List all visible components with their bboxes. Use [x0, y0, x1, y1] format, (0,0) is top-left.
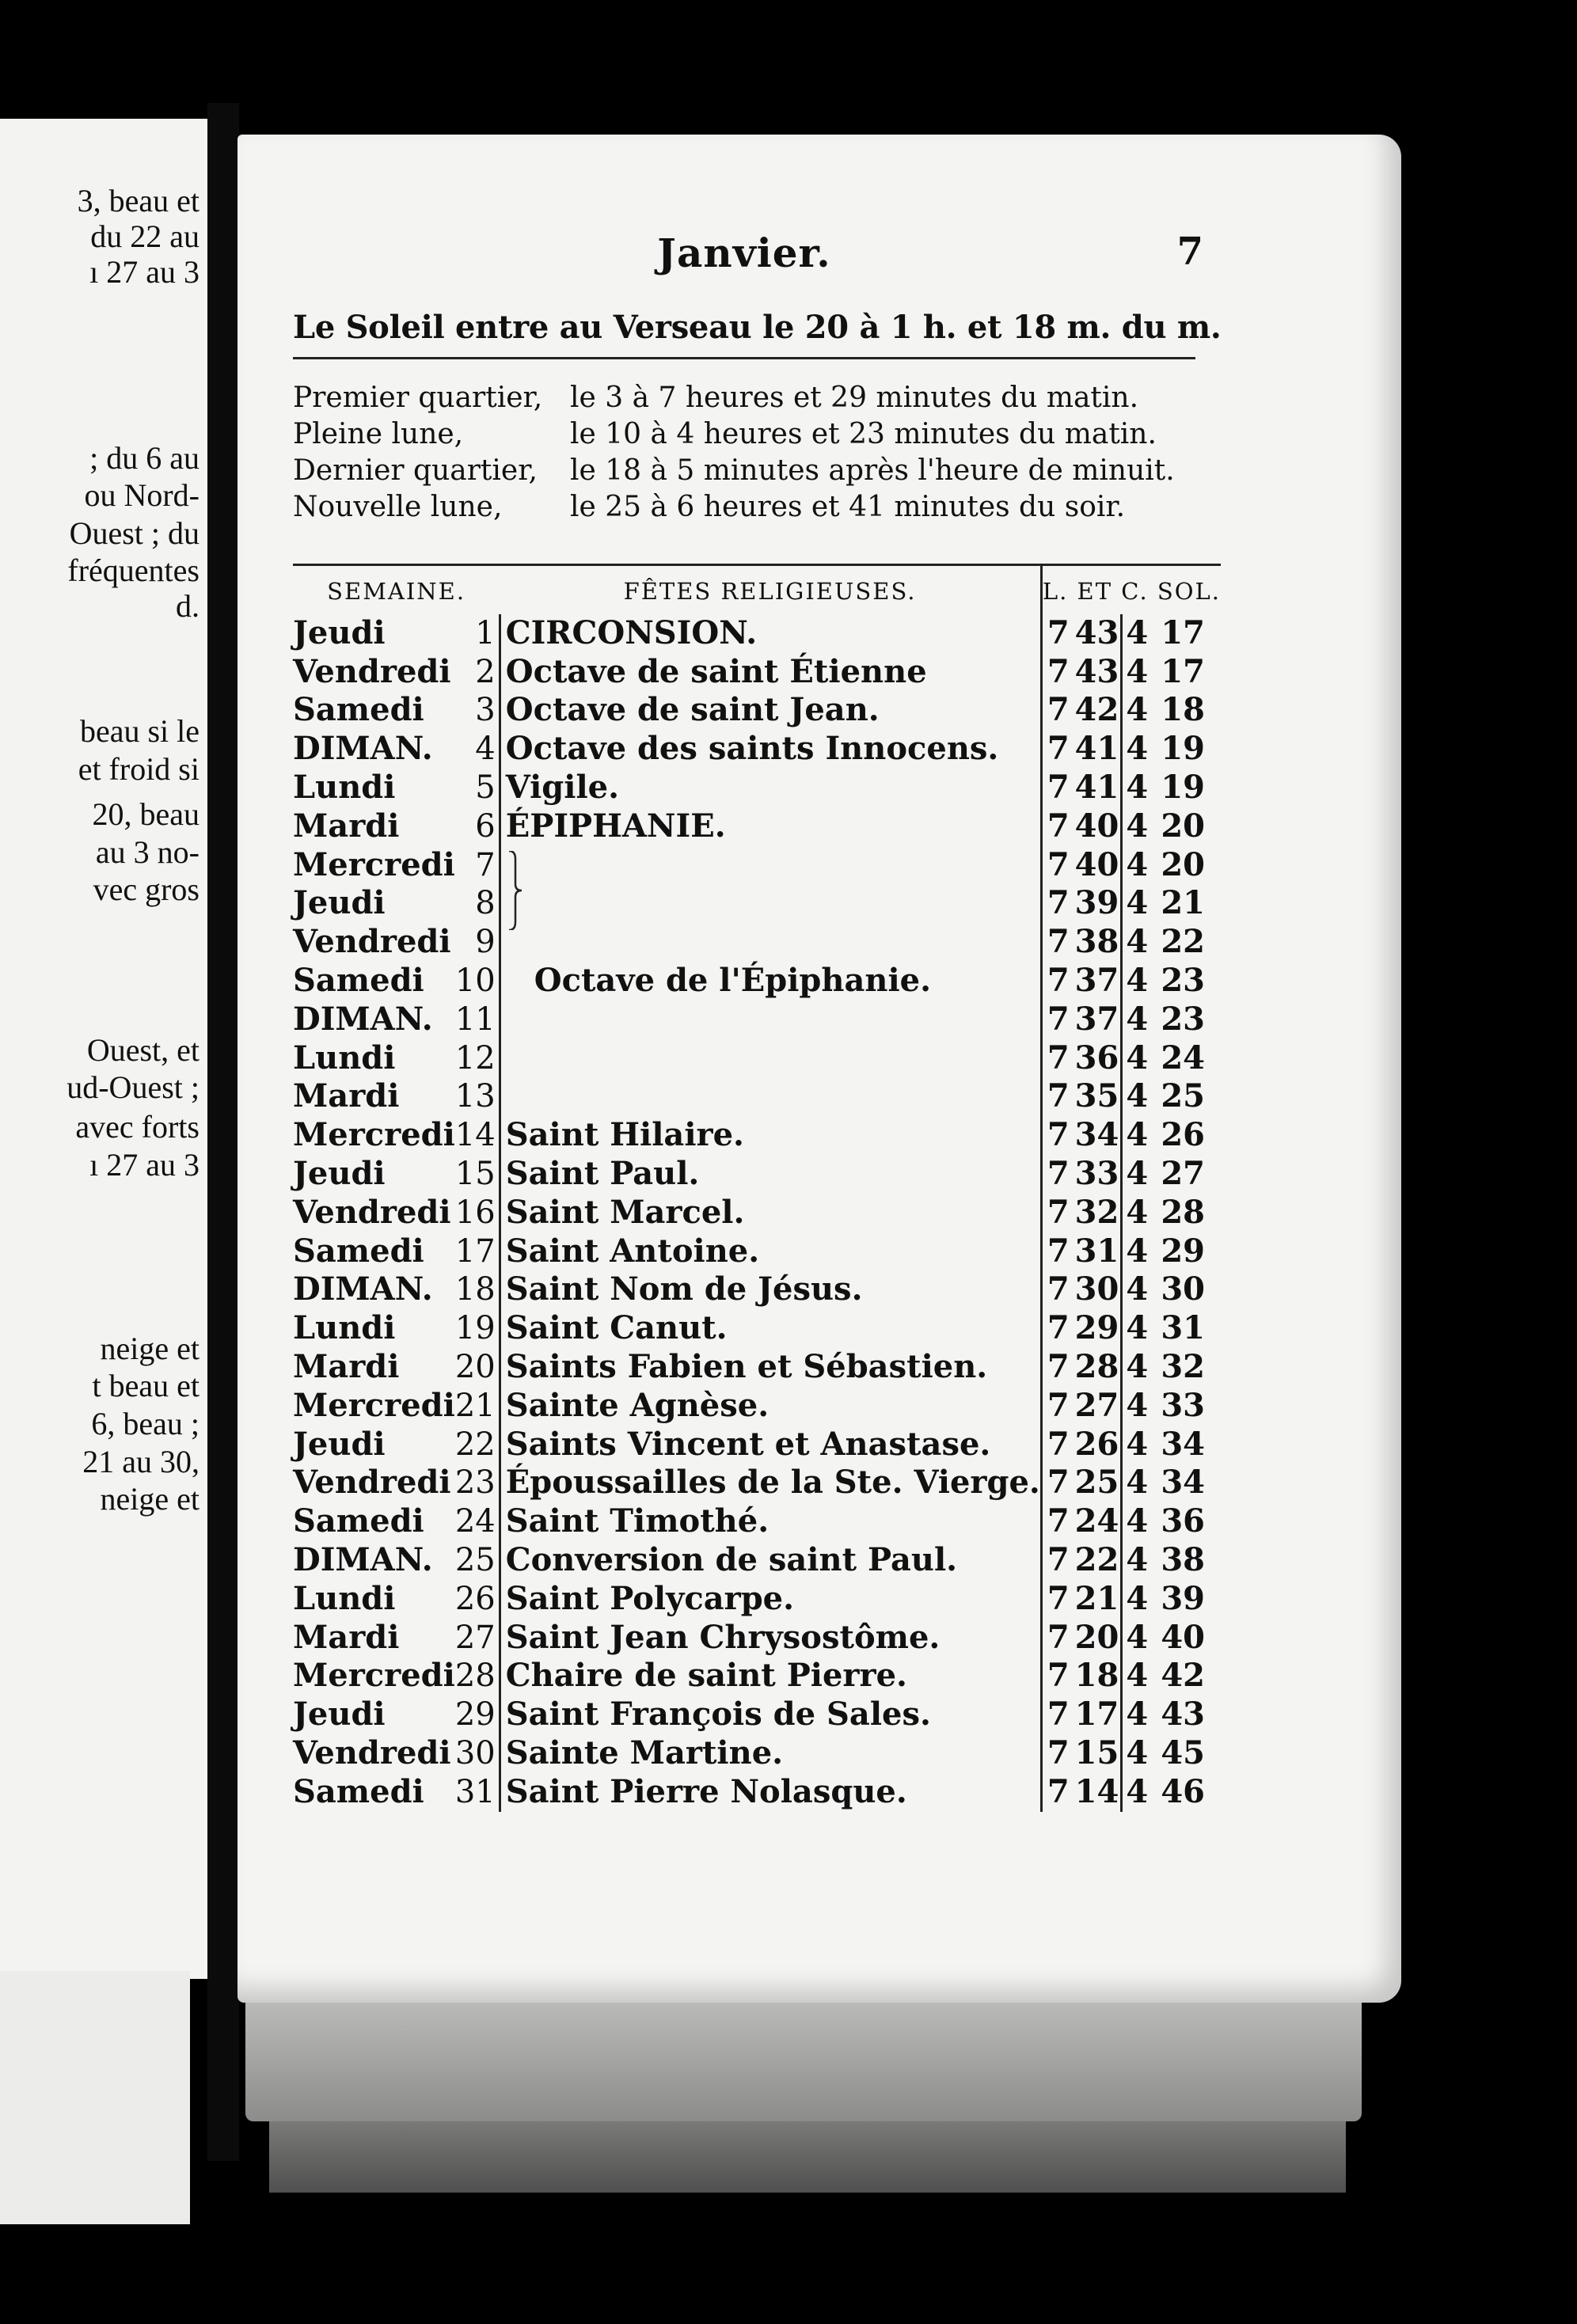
sunrise-hour-cell: 7	[1047, 1696, 1070, 1734]
date-cell: 30	[455, 1734, 500, 1773]
sunrise-minute-cell: 34	[1071, 1116, 1122, 1155]
weekday-cell: Jeudi	[293, 884, 386, 922]
sunrise-minute-cell: 14	[1071, 1773, 1122, 1812]
sunset-minute-cell: 26	[1161, 1116, 1205, 1154]
table-row	[293, 1116, 1221, 1155]
weekday-cell: Mercredi	[293, 1657, 455, 1695]
date-cell: 10	[455, 962, 500, 1001]
sunrise-hour-cell: 7	[1047, 1734, 1070, 1771]
left-page-text-fragment: Ouest ; du	[69, 515, 200, 551]
sunrise-hour-cell: 7	[1047, 1193, 1070, 1231]
sunset-hour-cell: 4	[1126, 807, 1149, 845]
sunset-minute-cell: 43	[1161, 1696, 1205, 1734]
sunrise-hour-cell: 7	[1047, 1154, 1070, 1192]
weekday-cell: Vendredi	[293, 1464, 451, 1502]
sunrise-minute-cell: 36	[1071, 1039, 1122, 1078]
weekday-cell: Mercredi	[293, 1116, 455, 1154]
sunrise-minute-cell: 17	[1071, 1696, 1122, 1734]
sunset-minute-cell: 27	[1161, 1154, 1205, 1192]
sunset-minute-cell: 39	[1161, 1579, 1205, 1617]
table-row	[293, 1232, 1221, 1271]
feast-cell: Octave de saint Étienne	[500, 653, 1041, 692]
weekday-cell: Samedi	[293, 691, 424, 729]
sunset-hour-cell: 4	[1126, 1000, 1149, 1038]
weekday-cell: Samedi	[293, 1502, 424, 1540]
weekday-cell: Mardi	[293, 1347, 400, 1385]
sunrise-hour-cell: 7	[1047, 961, 1070, 999]
table-row	[293, 1541, 1221, 1580]
sunset-hour-cell: 4	[1126, 1232, 1149, 1270]
feast-cell: Saint Jean Chrysostôme.	[500, 1619, 1041, 1658]
feast-cell: Sainte Martine.	[500, 1734, 1041, 1773]
sunset-hour-cell: 4	[1126, 1696, 1149, 1734]
table-row	[293, 1426, 1221, 1464]
sunset-hour-cell: 4	[1126, 613, 1149, 651]
sunset-hour-cell: 4	[1126, 1309, 1149, 1347]
table-row	[293, 1619, 1221, 1658]
sunset-minute-cell: 40	[1161, 1618, 1205, 1656]
left-page-text-fragment: ı 27 au 3	[89, 1147, 200, 1183]
sunrise-hour-cell: 7	[1047, 845, 1070, 883]
weekday-cell: Samedi	[293, 1772, 424, 1810]
sunrise-minute-cell: 18	[1071, 1657, 1122, 1696]
sunrise-minute-cell: 15	[1071, 1734, 1122, 1773]
feast-cell: Vigile.	[500, 769, 1041, 807]
sunrise-minute-cell: 43	[1071, 653, 1122, 692]
calendar-table	[293, 564, 1221, 1812]
date-cell: 26	[455, 1580, 500, 1619]
sunset-minute-cell: 36	[1161, 1502, 1205, 1540]
sunrise-hour-cell: 7	[1047, 1347, 1070, 1385]
header-soleil: L. ET C. SOL.	[1041, 565, 1221, 614]
date-cell: 27	[455, 1619, 500, 1658]
left-page-text-fragment: du 22 au	[90, 218, 200, 254]
moon-phase-name: Premier quartier,	[293, 382, 543, 414]
sunset-minute-cell: 38	[1161, 1540, 1205, 1578]
sunset-minute-cell: 18	[1161, 691, 1205, 729]
sunset-hour-cell: 4	[1126, 1657, 1149, 1695]
table-row	[293, 1348, 1221, 1387]
sunrise-minute-cell: 20	[1071, 1619, 1122, 1658]
sunrise-minute-cell: 37	[1071, 1001, 1122, 1039]
left-page-text-fragment: Ouest, et	[86, 1032, 200, 1068]
left-page-text-fragment: 3, beau et	[77, 183, 200, 218]
date-cell: 9	[455, 923, 500, 962]
date-cell: 4	[455, 730, 500, 769]
sunrise-minute-cell: 42	[1071, 691, 1122, 730]
sunrise-minute-cell: 35	[1071, 1077, 1122, 1116]
left-page-text-fragment: neige et	[100, 1331, 200, 1366]
sunset-hour-cell: 4	[1126, 923, 1149, 961]
moon-phase-row	[293, 489, 1195, 526]
sunrise-hour-cell: 7	[1047, 1309, 1070, 1347]
octave-brace-cell	[500, 846, 1041, 1117]
sunrise-minute-cell: 26	[1071, 1426, 1122, 1464]
feast-cell: Saint Paul.	[500, 1155, 1041, 1194]
sunset-hour-cell: 4	[1126, 1193, 1149, 1231]
table-row	[293, 1696, 1221, 1734]
sunrise-hour-cell: 7	[1047, 923, 1070, 961]
table-row	[293, 807, 1221, 846]
sunrise-hour-cell: 7	[1047, 1039, 1070, 1077]
weekday-cell: Lundi	[293, 768, 396, 806]
date-cell: 7	[455, 846, 500, 885]
date-cell: 24	[455, 1502, 500, 1541]
sunset-hour-cell: 4	[1126, 730, 1149, 768]
feast-cell: Saints Vincent et Anastase.	[500, 1426, 1041, 1464]
table-row	[293, 1580, 1221, 1619]
moon-phase-detail: le 18 à 5 minutes après l'heure de minuit.	[570, 454, 1175, 487]
sunrise-minute-cell: 30	[1071, 1270, 1122, 1309]
sunset-hour-cell: 4	[1126, 1039, 1149, 1077]
octave-label: Octave de l'Épiphanie.	[534, 961, 932, 999]
left-page-bottom-strip	[0, 1971, 190, 2224]
sunrise-minute-cell: 40	[1071, 846, 1122, 885]
feast-cell: Chaire de saint Pierre.	[500, 1657, 1041, 1696]
page-number: 7	[1176, 230, 1203, 274]
left-page-text-fragment: vec gros	[93, 872, 200, 907]
sunset-hour-cell: 4	[1126, 691, 1149, 729]
sunrise-minute-cell: 41	[1071, 730, 1122, 769]
table-row	[293, 653, 1221, 692]
moon-phase-row	[293, 453, 1195, 489]
weekday-cell: Samedi	[293, 961, 424, 999]
sunrise-hour-cell: 7	[1047, 1270, 1070, 1308]
weekday-cell: Jeudi	[293, 1696, 386, 1734]
weekday-cell: Vendredi	[293, 1193, 451, 1231]
page-content	[293, 230, 1222, 1812]
sunrise-hour-cell: 7	[1047, 1116, 1070, 1154]
left-page-text-fragment: 21 au 30,	[82, 1444, 200, 1479]
left-page-text-fragment: ı 27 au 3	[89, 254, 200, 290]
sunrise-minute-cell: 28	[1071, 1348, 1122, 1387]
feast-cell: Époussailles de la Ste. Vierge.	[500, 1464, 1041, 1502]
sunset-hour-cell: 4	[1126, 1579, 1149, 1617]
date-cell: 28	[455, 1657, 500, 1696]
sunrise-hour-cell: 7	[1047, 1386, 1070, 1424]
moon-phase-detail: le 25 à 6 heures et 41 minutes du soir.	[570, 491, 1126, 523]
sunrise-hour-cell: 7	[1047, 807, 1070, 845]
sunrise-minute-cell: 38	[1071, 923, 1122, 962]
table-row	[293, 730, 1221, 769]
feast-cell: Saint Marcel.	[500, 1194, 1041, 1232]
sunset-minute-cell: 19	[1161, 768, 1205, 806]
moon-phase-row	[293, 380, 1195, 416]
moon-phase-name: Dernier quartier,	[293, 454, 538, 487]
feast-cell: Octave de saint Jean.	[500, 691, 1041, 730]
left-page-text-fragment: t beau et	[92, 1368, 200, 1403]
date-cell: 25	[455, 1541, 500, 1580]
sunrise-hour-cell: 7	[1047, 652, 1070, 690]
sunrise-minute-cell: 41	[1071, 769, 1122, 807]
weekday-cell: Vendredi	[293, 1734, 451, 1771]
sunset-hour-cell: 4	[1126, 1464, 1149, 1502]
date-cell: 5	[455, 769, 500, 807]
left-page-text-fragment: ou Nord-	[84, 477, 200, 513]
sunset-minute-cell: 25	[1161, 1077, 1205, 1115]
sunrise-hour-cell: 7	[1047, 1232, 1070, 1270]
weekday-cell: Mardi	[293, 1618, 400, 1656]
sunset-minute-cell: 20	[1161, 807, 1205, 845]
feast-cell: Saint Timothé.	[500, 1502, 1041, 1541]
weekday-cell: DIMAN.	[293, 1540, 433, 1578]
header-fetes: FÊTES RELIGIEUSES.	[500, 565, 1041, 614]
date-cell: 20	[455, 1348, 500, 1387]
date-cell: 23	[455, 1464, 500, 1502]
table-row	[293, 846, 1221, 885]
weekday-cell: Lundi	[293, 1579, 396, 1617]
left-page-text-fragment: fréquentes	[67, 553, 200, 588]
sunset-hour-cell: 4	[1126, 768, 1149, 806]
date-cell: 31	[455, 1773, 500, 1812]
sunset-minute-cell: 33	[1161, 1386, 1205, 1424]
weekday-cell: Vendredi	[293, 923, 451, 961]
header-row	[293, 230, 1203, 277]
sunset-minute-cell: 42	[1161, 1657, 1205, 1695]
left-page-text-fragment: ; du 6 au	[89, 440, 200, 476]
sunset-hour-cell: 4	[1126, 1386, 1149, 1424]
moon-phase-name: Pleine lune,	[293, 418, 464, 450]
sunrise-hour-cell: 7	[1047, 768, 1070, 806]
sunset-hour-cell: 4	[1126, 652, 1149, 690]
date-cell: 17	[455, 1232, 500, 1271]
left-page-text-fragment: 20, beau	[92, 796, 200, 832]
sunrise-minute-cell: 33	[1071, 1155, 1122, 1194]
sunset-hour-cell: 4	[1126, 961, 1149, 999]
feast-cell: Octave des saints Innocens.	[500, 730, 1041, 769]
left-page-text-fragment: beau si le	[79, 713, 200, 749]
sunrise-hour-cell: 7	[1047, 1579, 1070, 1617]
sunset-minute-cell: 19	[1161, 730, 1205, 768]
feast-cell: CIRCONSION.	[500, 614, 1041, 653]
date-cell: 1	[455, 614, 500, 653]
sunset-hour-cell: 4	[1126, 1772, 1149, 1810]
sunrise-hour-cell: 7	[1047, 1502, 1070, 1540]
weekday-cell: Lundi	[293, 1309, 396, 1347]
weekday-cell: Jeudi	[293, 1154, 386, 1192]
sunrise-minute-cell: 29	[1071, 1309, 1122, 1348]
sunrise-hour-cell: 7	[1047, 1540, 1070, 1578]
table-row	[293, 769, 1221, 807]
sunset-hour-cell: 4	[1126, 1540, 1149, 1578]
sunrise-hour-cell: 7	[1047, 730, 1070, 768]
sunset-hour-cell: 4	[1126, 1270, 1149, 1308]
weekday-cell: Mercredi	[293, 845, 455, 883]
sunset-minute-cell: 34	[1161, 1464, 1205, 1502]
sunset-minute-cell: 28	[1161, 1193, 1205, 1231]
date-cell: 16	[455, 1194, 500, 1232]
sunrise-hour-cell: 7	[1047, 884, 1070, 922]
feast-cell: Saint François de Sales.	[500, 1696, 1041, 1734]
weekday-cell: DIMAN.	[293, 1270, 433, 1308]
date-cell: 11	[455, 1001, 500, 1039]
sunset-minute-cell: 24	[1161, 1039, 1205, 1077]
moon-phases	[293, 380, 1195, 526]
sunrise-minute-cell: 21	[1071, 1580, 1122, 1619]
moon-phase-detail: le 3 à 7 heures et 29 minutes du matin.	[570, 382, 1139, 414]
sunset-hour-cell: 4	[1126, 1618, 1149, 1656]
feast-cell: Saint Pierre Nolasque.	[500, 1773, 1041, 1812]
feast-cell: Conversion de saint Paul.	[500, 1541, 1041, 1580]
sunrise-minute-cell: 32	[1071, 1194, 1122, 1232]
table-row	[293, 1464, 1221, 1502]
sunrise-minute-cell: 25	[1071, 1464, 1122, 1502]
sunrise-hour-cell: 7	[1047, 1425, 1070, 1463]
divider	[293, 357, 1195, 359]
sunset-hour-cell: 4	[1126, 1734, 1149, 1771]
weekday-cell: Jeudi	[293, 613, 386, 651]
sunrise-hour-cell: 7	[1047, 1000, 1070, 1038]
sunrise-minute-cell: 27	[1071, 1387, 1122, 1426]
sunrise-hour-cell: 7	[1047, 1618, 1070, 1656]
sunset-minute-cell: 45	[1161, 1734, 1205, 1771]
sunrise-hour-cell: 7	[1047, 1772, 1070, 1810]
sunset-minute-cell: 21	[1161, 884, 1205, 922]
feast-cell: Saint Hilaire.	[500, 1116, 1041, 1155]
sunrise-hour-cell: 7	[1047, 1464, 1070, 1502]
table-row	[293, 1734, 1221, 1773]
table-header-row	[293, 565, 1221, 614]
feast-cell: Sainte Agnèse.	[500, 1387, 1041, 1426]
sunrise-minute-cell: 31	[1071, 1232, 1122, 1271]
date-cell: 15	[455, 1155, 500, 1194]
sunset-minute-cell: 23	[1161, 961, 1205, 999]
date-cell: 29	[455, 1696, 500, 1734]
sunrise-minute-cell: 37	[1071, 962, 1122, 1001]
weekday-cell: Vendredi	[293, 652, 451, 690]
weekday-cell: DIMAN.	[293, 1000, 433, 1038]
date-cell: 14	[455, 1116, 500, 1155]
sunset-hour-cell: 4	[1126, 884, 1149, 922]
sunset-minute-cell: 30	[1161, 1270, 1205, 1308]
feast-cell: Saint Antoine.	[500, 1232, 1041, 1271]
weekday-cell: Samedi	[293, 1232, 424, 1270]
table-row	[293, 614, 1221, 653]
date-cell: 2	[455, 653, 500, 692]
left-page-text-fragment: et froid si	[78, 751, 200, 787]
sunrise-minute-cell: 22	[1071, 1541, 1122, 1580]
sunset-minute-cell: 31	[1161, 1309, 1205, 1347]
sunset-hour-cell: 4	[1126, 1425, 1149, 1463]
sunset-hour-cell: 4	[1126, 845, 1149, 883]
date-cell: 3	[455, 691, 500, 730]
table-row	[293, 1309, 1221, 1348]
sunrise-minute-cell: 39	[1071, 884, 1122, 923]
sunrise-minute-cell: 43	[1071, 614, 1122, 653]
date-cell: 13	[455, 1077, 500, 1116]
left-page-text-fragment: au 3 no-	[95, 834, 200, 870]
date-cell: 18	[455, 1270, 500, 1309]
left-page-text-fragment: ud-Ouest ;	[66, 1069, 200, 1105]
sunset-minute-cell: 29	[1161, 1232, 1205, 1270]
sunset-minute-cell: 20	[1161, 845, 1205, 883]
moon-phase-detail: le 10 à 4 heures et 23 minutes du matin.	[570, 418, 1157, 450]
date-cell: 22	[455, 1426, 500, 1464]
sunset-minute-cell: 34	[1161, 1425, 1205, 1463]
brace-icon	[506, 851, 523, 930]
sun-sign-line: Le Soleil entre au Verseau le 20 à 1 h. et 18 m. du m.	[293, 309, 1222, 346]
table-row	[293, 1155, 1221, 1194]
weekday-cell: Mercredi	[293, 1386, 455, 1424]
weekday-cell: Mardi	[293, 807, 400, 845]
book-cover-edge	[269, 2121, 1346, 2193]
left-page-fragment	[0, 119, 207, 1979]
feast-cell: Saint Polycarpe.	[500, 1580, 1041, 1619]
date-cell: 21	[455, 1387, 500, 1426]
sunset-hour-cell: 4	[1126, 1347, 1149, 1385]
sunrise-hour-cell: 7	[1047, 1657, 1070, 1695]
sunrise-hour-cell: 7	[1047, 691, 1070, 729]
sunset-minute-cell: 22	[1161, 923, 1205, 961]
feast-cell: ÉPIPHANIE.	[500, 807, 1041, 846]
table-row	[293, 691, 1221, 730]
table-row	[293, 1194, 1221, 1232]
sunset-minute-cell: 17	[1161, 613, 1205, 651]
sunrise-minute-cell: 24	[1071, 1502, 1122, 1541]
feast-cell: Saint Canut.	[500, 1309, 1041, 1348]
left-page-text-fragment: d.	[176, 588, 200, 624]
date-cell: 6	[455, 807, 500, 846]
left-page-text-fragment: neige et	[100, 1481, 200, 1517]
book-spine	[207, 103, 239, 2161]
sunrise-minute-cell: 40	[1071, 807, 1122, 846]
weekday-cell: Lundi	[293, 1039, 396, 1077]
feast-cell: Saints Fabien et Sébastien.	[500, 1348, 1041, 1387]
sunset-hour-cell: 4	[1126, 1154, 1149, 1192]
feast-cell: Saint Nom de Jésus.	[500, 1270, 1041, 1309]
sunrise-hour-cell: 7	[1047, 613, 1070, 651]
sunset-hour-cell: 4	[1126, 1116, 1149, 1154]
month-title: Janvier.	[657, 230, 831, 276]
date-cell: 12	[455, 1039, 500, 1078]
moon-phase-name: Nouvelle lune,	[293, 491, 503, 523]
sunset-minute-cell: 23	[1161, 1000, 1205, 1038]
moon-phase-row	[293, 416, 1195, 453]
left-page-text-fragment: avec forts	[75, 1109, 200, 1145]
header-semaine: SEMAINE.	[293, 565, 500, 614]
table-row	[293, 1773, 1221, 1812]
sunset-minute-cell: 17	[1161, 652, 1205, 690]
weekday-cell: DIMAN.	[293, 730, 433, 768]
left-page-text-fragment: 6, beau ;	[91, 1406, 200, 1441]
weekday-cell: Mardi	[293, 1077, 400, 1115]
sunset-minute-cell: 32	[1161, 1347, 1205, 1385]
sunset-hour-cell: 4	[1126, 1077, 1149, 1115]
table-row	[293, 1270, 1221, 1309]
date-cell: 8	[455, 884, 500, 923]
sunrise-hour-cell: 7	[1047, 1077, 1070, 1115]
weekday-cell: Jeudi	[293, 1425, 386, 1463]
sunset-hour-cell: 4	[1126, 1502, 1149, 1540]
table-row	[293, 1502, 1221, 1541]
sunset-minute-cell: 46	[1161, 1772, 1205, 1810]
table-row	[293, 1657, 1221, 1696]
page-stack-edge	[245, 1995, 1362, 2121]
table-row	[293, 1387, 1221, 1426]
date-cell: 19	[455, 1309, 500, 1348]
